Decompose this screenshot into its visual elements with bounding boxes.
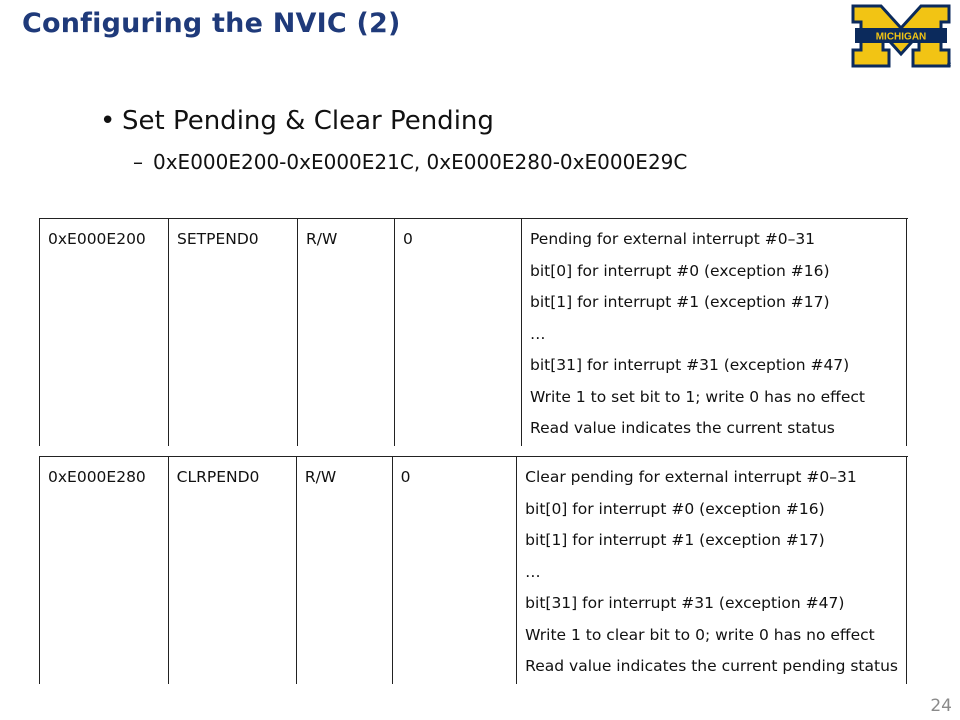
register-address [40, 456, 169, 684]
sub-bullet-text: 0xE000E200-0xE000E21C, 0xE000E280-0xE000E29C [153, 150, 688, 174]
slide-title: Configuring the NVIC (2) [22, 8, 401, 39]
description-line: Pending for external interrupt #0–31 [530, 230, 816, 248]
sub-bullet [133, 150, 687, 174]
access-text: R/W [304, 468, 337, 486]
register-table-clrpend [39, 456, 907, 684]
description-line: bit[0] for interrupt #0 (exception #16) [530, 261, 830, 280]
description-line: bit[31] for interrupt #31 (exception #47) [530, 356, 850, 374]
access-text: R/W [306, 230, 338, 248]
name-text: SETPEND0 [177, 230, 259, 248]
name-text: CLRPEND0 [176, 468, 260, 486]
table-row [40, 456, 907, 684]
address-text: 0xE000E200 [48, 230, 146, 248]
description-line: Clear pending for external interrupt #0–31 [525, 468, 857, 486]
description-line: bit[1] for interrupt #1 (exception #17) [530, 293, 830, 311]
reset-text: 0 [403, 230, 413, 248]
description-line: … [530, 324, 546, 343]
block-m-icon [851, 4, 951, 68]
description-line: Write 1 to set bit to 1; write 0 has no effect [530, 387, 865, 406]
register-access [296, 456, 392, 684]
description-line: Read value indicates the current pending status [525, 657, 898, 675]
register-table-setpend [39, 218, 907, 446]
description-line: Write 1 to clear bit to 0; write 0 has no effect [525, 625, 875, 644]
register-access [298, 218, 395, 446]
register-description [522, 218, 907, 446]
logo-text: MICHIGAN [875, 31, 927, 43]
address-text: 0xE000E280 [48, 468, 146, 486]
description-line: bit[31] for interrupt #31 (exception #47) [525, 594, 845, 612]
michigan-logo [851, 4, 951, 68]
logo-registered-mark: ® [947, 63, 951, 68]
sub-bullet-dash: – [133, 150, 143, 174]
description-line: Read value indicates the current status [530, 419, 835, 437]
description-line: … [525, 562, 541, 581]
register-reset-value [395, 218, 522, 446]
description-line: bit[1] for interrupt #1 (exception #17) [525, 531, 825, 549]
reset-text: 0 [400, 468, 411, 486]
register-description [517, 456, 907, 684]
register-address [40, 218, 169, 446]
page-number: 24 [930, 696, 952, 716]
table-row [40, 218, 907, 446]
description-line: bit[0] for interrupt #0 (exception #16) [525, 499, 825, 518]
main-bullet [100, 106, 494, 136]
main-bullet-text: Set Pending & Clear Pending [122, 106, 494, 136]
register-name [169, 218, 298, 446]
register-name [168, 456, 296, 684]
bullet-dot: • [100, 106, 116, 136]
register-reset-value [392, 456, 517, 684]
